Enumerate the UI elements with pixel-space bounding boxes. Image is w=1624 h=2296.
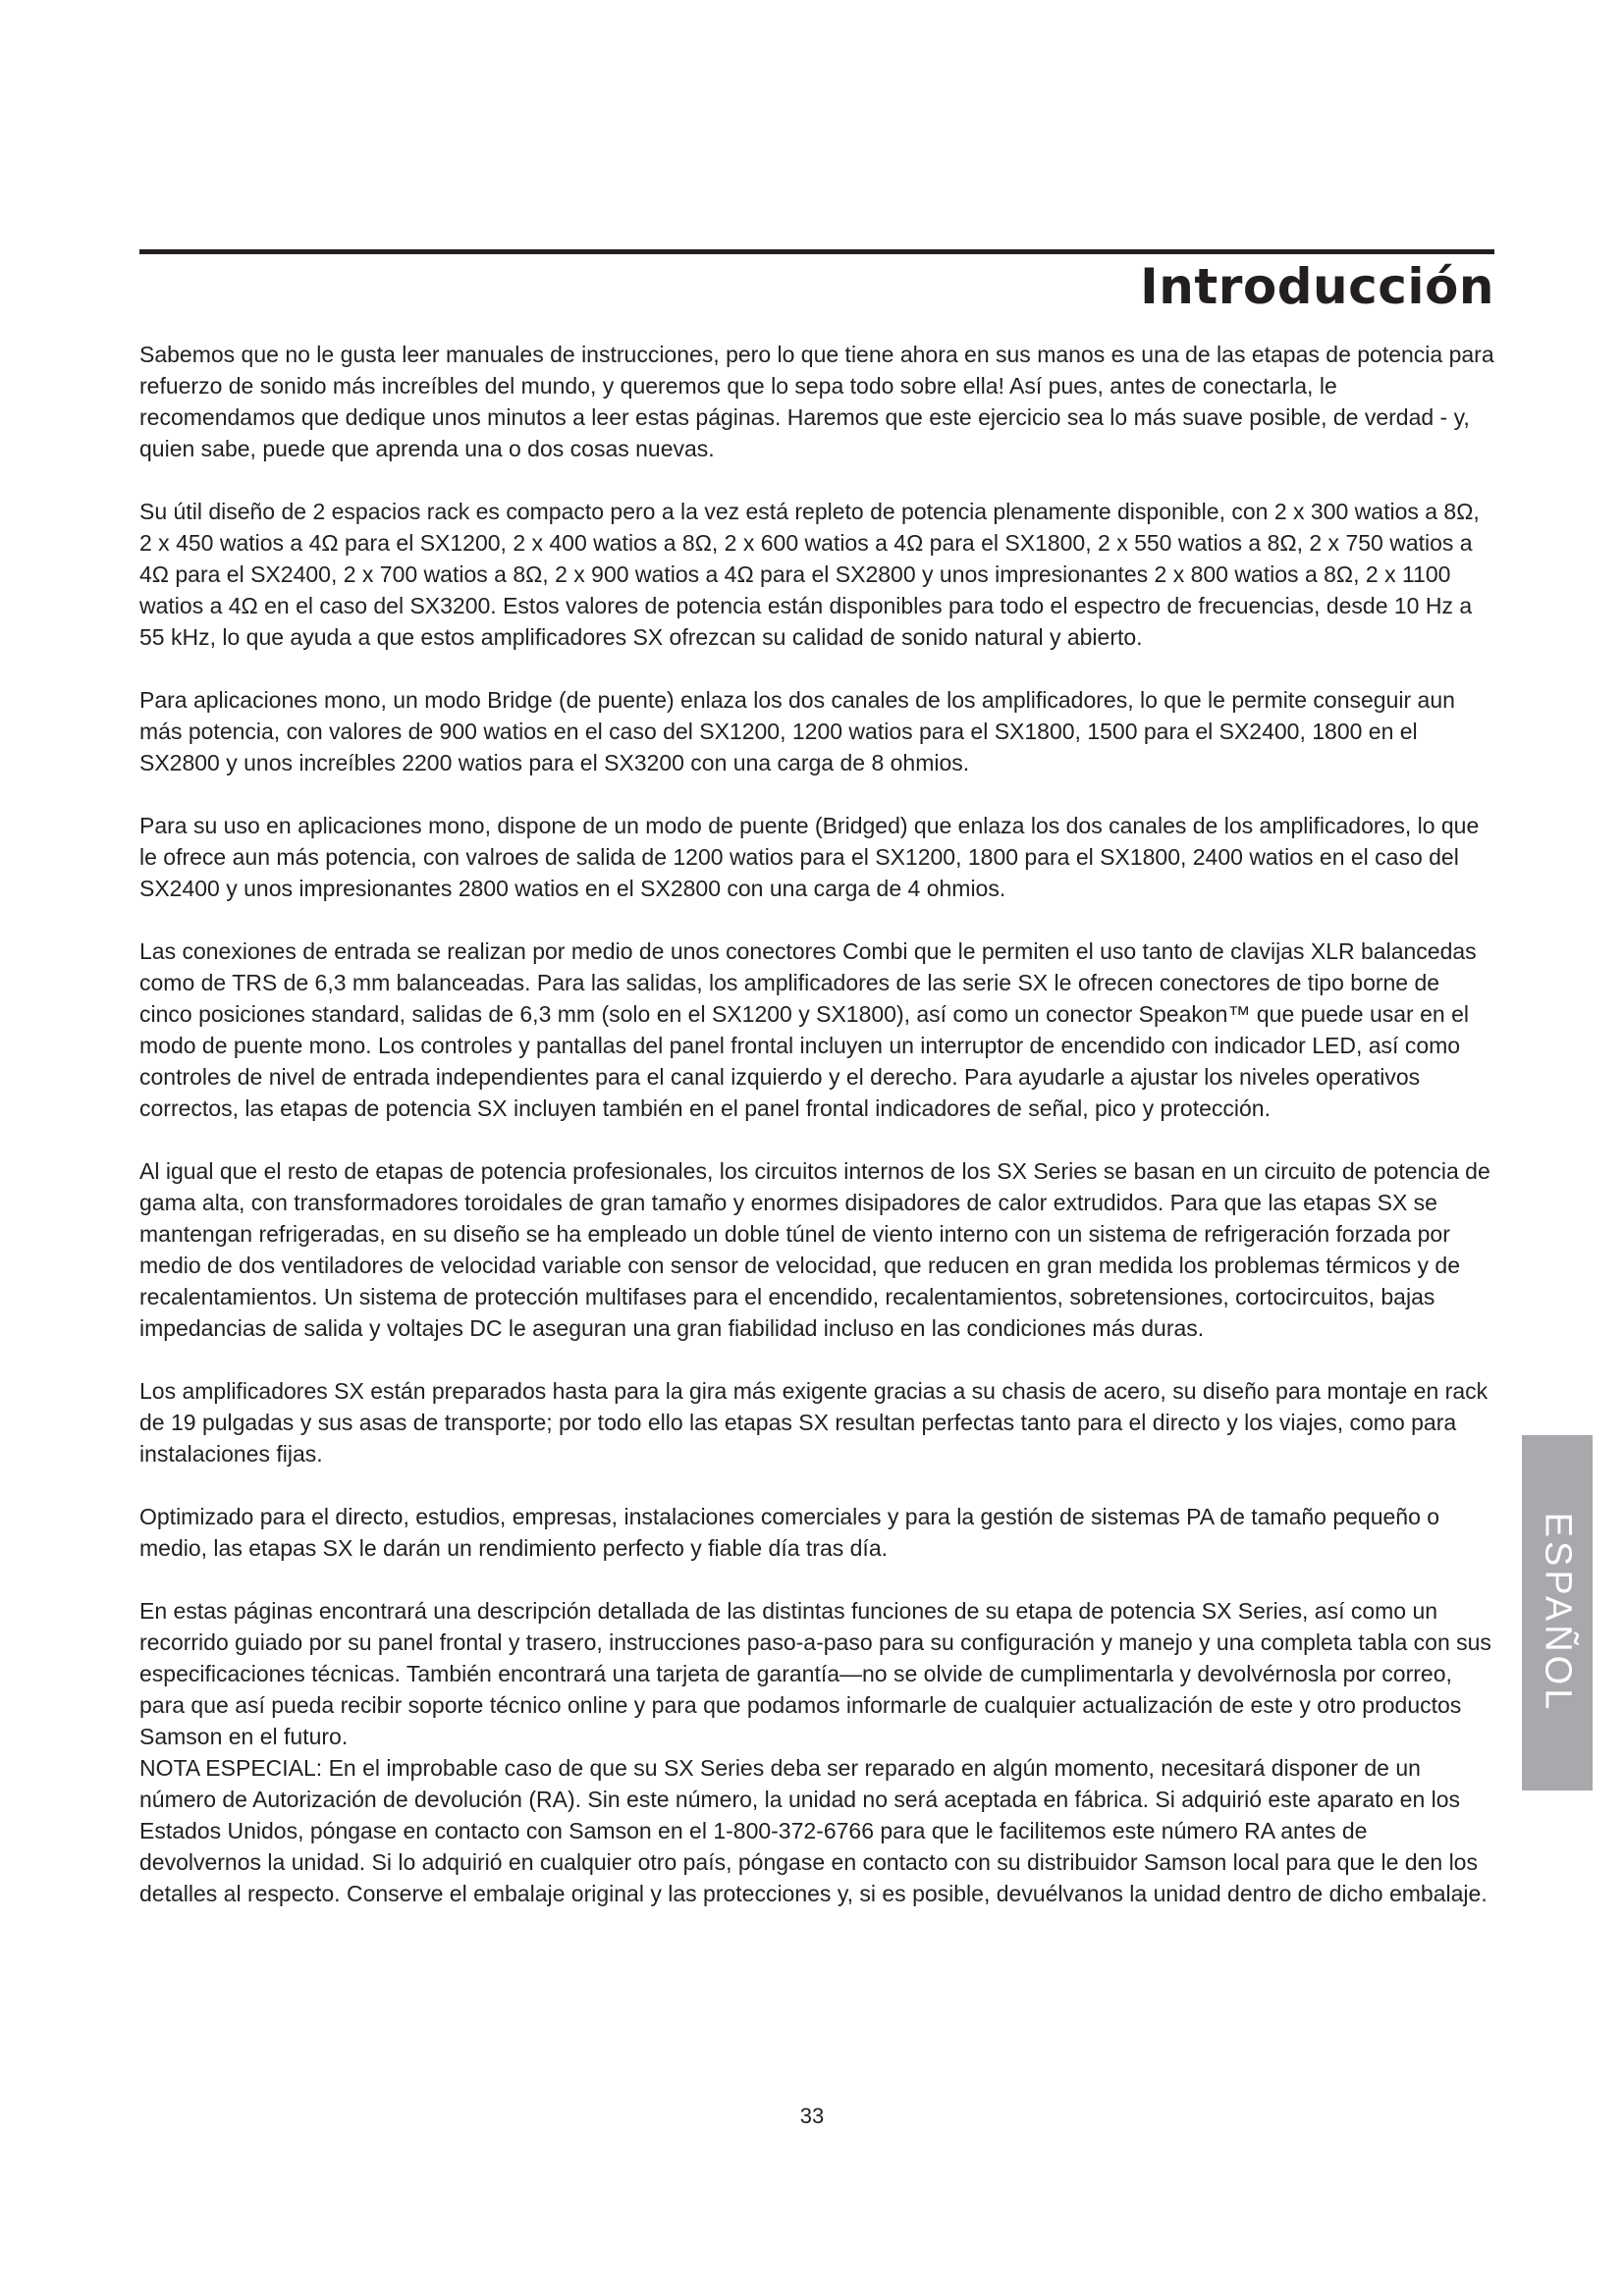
body-text bbox=[139, 339, 1494, 1909]
paragraph-connections: Las conexiones de entrada se realizan por medio de unos conectores Combi que le permiten el uso tanto de clavijas XLR balancedas como de TRS de 6,3 mm balanceadas. Para las salidas, los amplificadores de las serie SX le ofrecen conectores de tipo borne de cinco posiciones standard, salidas de 6,3 mm (solo en el SX1200 y SX1800), así como un conector Speakon™ que puede usar en el modo de puente mono. Los controles y pantallas del panel frontal incluyen un interruptor de encendido con indicador LED, así como controles de nivel de entrada independientes para el canal izquierdo y el derecho. Para ayudarle a ajustar los niveles operativos correctos, las etapas de potencia SX incluyen también en el panel frontal indicadores de señal, pico y protección. bbox=[139, 938, 1477, 1121]
language-side-tab-label: ESPAÑOL bbox=[1537, 1512, 1579, 1714]
paragraph-internal-circuits: Al igual que el resto de etapas de potencia profesionales, los circuitos internos de los SX Series se basan en un circuito de potencia de gama alta, con transformadores toroidales de gran tamaño y enormes disipadores de calor extrudidos. Para que las etapas SX se mantengan refrigeradas, en su diseño se ha empleado un doble túnel de viento interno con un sistema de refrigeración forzada por medio de dos ventiladores de velocidad variable con sensor de velocidad, que reducen en gran medida los problemas térmicos y de recalentamientos. Un sistema de protección multifases para el encendido, recalentamientos, sobretensiones, cortocircuitos, bajas impedancias de salida y voltajes DC le aseguran una gran fiabilidad incluso en las condiciones más duras. bbox=[139, 1158, 1490, 1341]
paragraph-power-ratings: Su útil diseño de 2 espacios rack es compacto pero a la vez está repleto de potencia plenamente disponible, con 2 x 300 watios a 8Ω, 2 x 450 watios a 4Ω para el SX1200, 2 x 400 watios a 8Ω, 2 x 600 watios a 4Ω para el SX1800, 2 x 550 watios a 8Ω, 2 x 750 watios a 4Ω para el SX2400, 2 x 700 watios a 8Ω, 2 x 900 watios a 4Ω para el SX2800 y unos impresionantes 2 x 800 watios a 8Ω, 2 x 1100 watios a 4Ω en el caso del SX3200. Estos valores de potencia están disponibles para todo el espectro de frecuencias, desde 10 Hz a 55 kHz, lo que ayuda a que estos amplificadores SX ofrezcan su calidad de sonido natural y abierto. bbox=[139, 499, 1480, 650]
page-title: Introducción bbox=[1140, 258, 1494, 315]
paragraph-intro: Sabemos que no le gusta leer manuales de instrucciones, pero lo que tiene ahora en sus manos es una de las etapas de potencia para refuerzo de sonido más increíbles del mundo, y queremos que lo sepa todo sobre ella! Así pues, antes de conectarla, le recomendamos que dedique unos minutos a leer estas páginas. Haremos que este ejercicio sea lo más suave posible, de verdad - y, quien sabe, puede que aprenda una o dos cosas nuevas. bbox=[139, 342, 1494, 461]
paragraph-applications: Optimizado para el directo, estudios, empresas, instalaciones comerciales y para la gestión de sistemas PA de tamaño pequeño o medio, las etapas SX le darán un rendimiento perfecto y fiable día tras día. bbox=[139, 1504, 1440, 1561]
paragraph-bridge-8-ohm: Para aplicaciones mono, un modo Bridge (de puente) enlaza los dos canales de los amplificadores, lo que le permite conseguir aun más potencia, con valores de 900 watios en el caso del SX1200, 1200 watios para el SX1800, 1500 para el SX2400, 1800 en el SX2800 y unos increíbles 2200 watios para el SX3200 con una carga de 8 ohmios. bbox=[139, 687, 1455, 775]
paragraph-road-ready: Los amplificadores SX están preparados hasta para la gira más exigente gracias a su chasis de acero, su diseño para montaje en rack de 19 pulgadas y sus asas de transporte; por todo ello las etapas SX resultan perfectas tanto para el directo y los viajes, como para instalaciones fijas. bbox=[139, 1378, 1489, 1467]
paragraph-special-note: NOTA ESPECIAL: En el improbable caso de que su SX Series deba ser reparado en algún momento, necesitará disponer de un número de Autorización de devolución (RA). Sin este número, la unidad no será aceptada en fábrica. Si adquirió este aparato en los Estados Unidos, póngase en contacto con Samson en el 1-800-372-6766 para que le facilitemos este número RA antes de devolvernos la unidad. Si lo adquirió en cualquier otro país, póngase en contacto con su distribuidor Samson local para que le den los detalles al respecto. Conserve el embalaje original y las protecciones y, si es posible, devuélvanos la unidad dentro de dicho embalaje. bbox=[139, 1755, 1488, 1906]
paragraph-manual-contents: En estas páginas encontrará una descripción detallada de las distintas funciones de su etapa de potencia SX Series, así como un recorrido guiado por su panel frontal y trasero, instrucciones paso-a-paso para su configuración y manejo y una completa tabla con sus especificaciones técnicas. También encontrará una tarjeta de garantía—no se olvide de cumplimentarla y devolvérnosla por correo, para que así pueda recibir soporte técnico online y para que podamos informarle de cualquier actualización de este y otro productos Samson en el futuro. bbox=[139, 1598, 1491, 1749]
language-side-tab bbox=[1522, 1435, 1593, 1790]
page-number: 33 bbox=[799, 2104, 825, 2128]
paragraph-bridge-4-ohm: Para su uso en aplicaciones mono, dispone de un modo de puente (Bridged) que enlaza los dos canales de los amplificadores, lo que le ofrece aun más potencia, con valroes de salida de 1200 watios para el SX1200, 1800 para el SX1800, 2400 watios en el caso del SX2400 y unos impresionantes 2800 watios en el SX2800 con una carga de 4 ohmios. bbox=[139, 813, 1480, 901]
